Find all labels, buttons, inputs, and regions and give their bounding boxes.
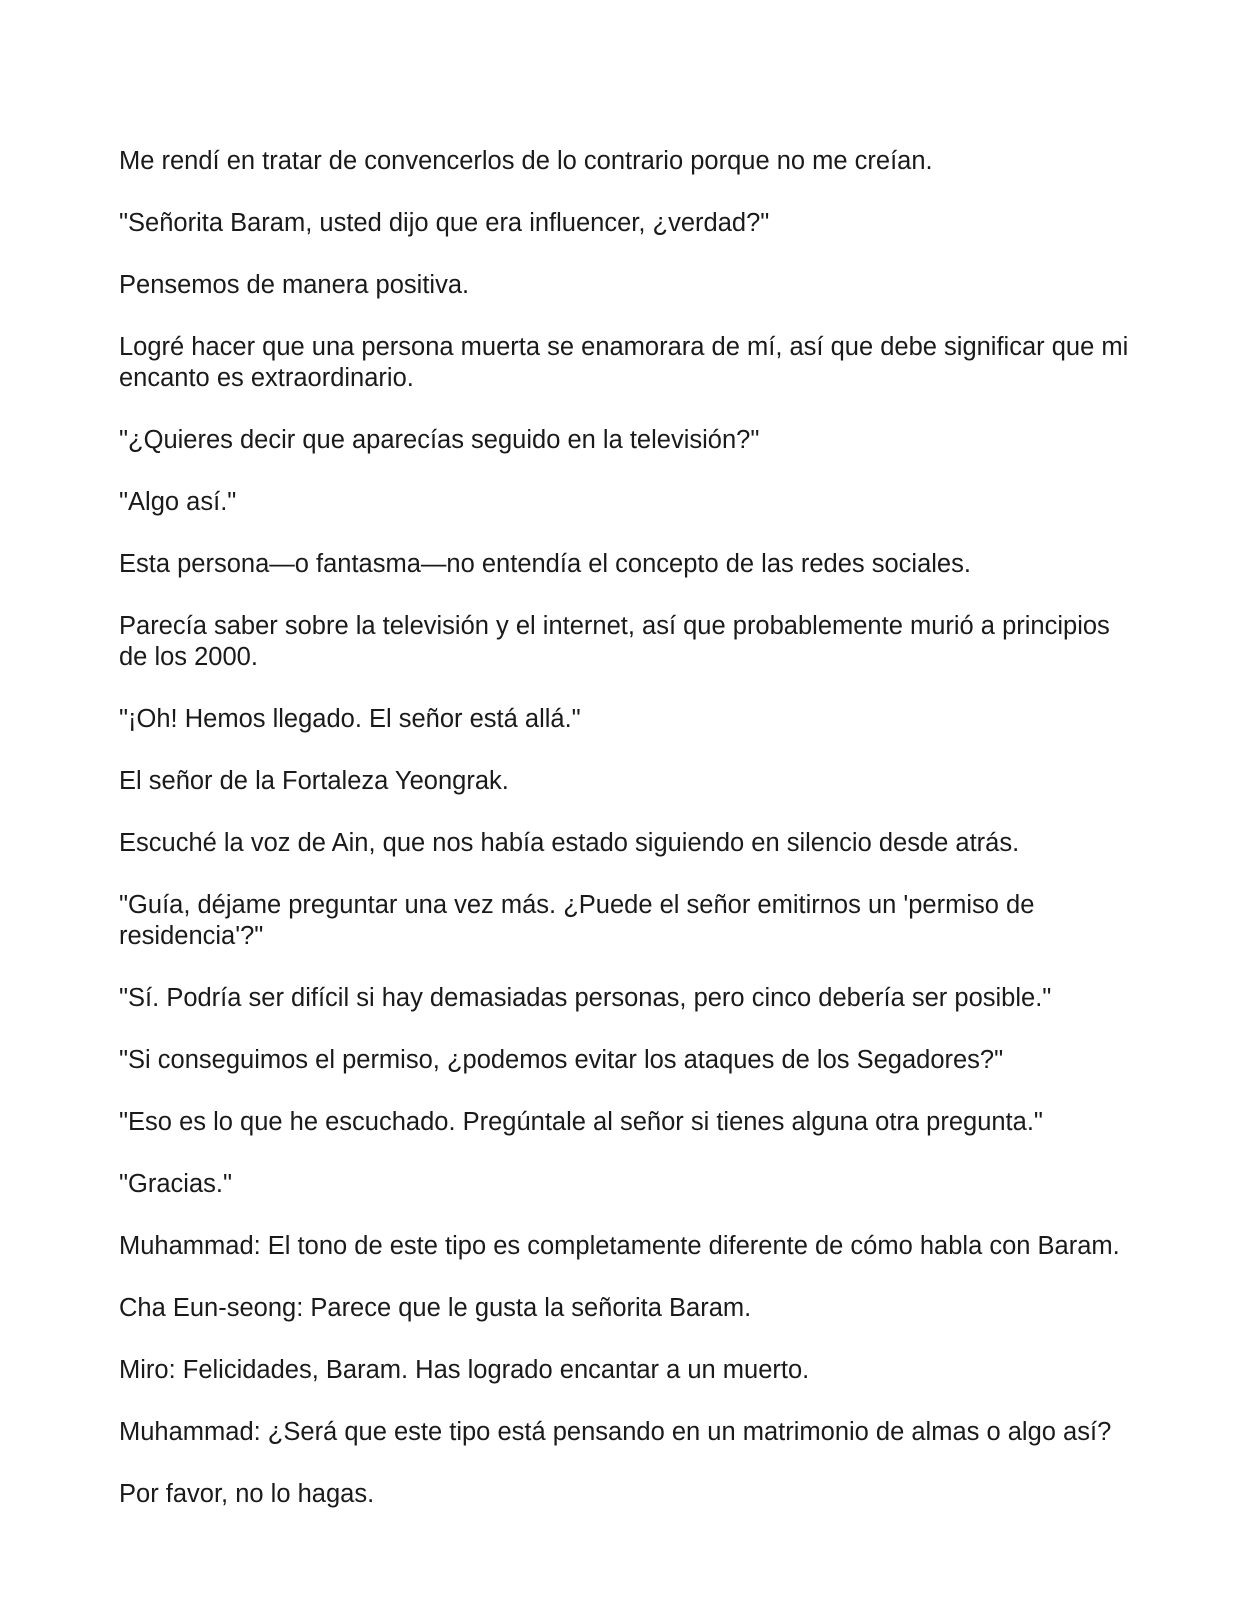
paragraph: Por favor, no lo hagas. [119,1480,375,1508]
paragraph: Miro: Felicidades, Baram. Has logrado encantar a un muerto. [119,1356,810,1384]
paragraph: Parecía saber sobre la televisión y el internet, así que probablemente murió a principios de los 2000. [119,612,1110,671]
paragraph: Cha Eun-seong: Parece que le gusta la señorita Baram. [119,1294,752,1322]
paragraph: "Gracias." [119,1170,233,1198]
paragraph: "¿Quieres decir que aparecías seguido en la televisión?" [119,426,760,454]
paragraph: Esta persona—o fantasma—no entendía el concepto de las redes sociales. [119,550,971,578]
paragraph: "Sí. Podría ser difícil si hay demasiadas personas, pero cinco debería ser posible." [119,984,1052,1012]
paragraph: "Si conseguimos el permiso, ¿podemos evitar los ataques de los Segadores?" [119,1046,1004,1074]
paragraph: "Eso es lo que he escuchado. Pregúntale al señor si tienes alguna otra pregunta." [119,1108,1043,1136]
paragraph: "Guía, déjame preguntar una vez más. ¿Puede el señor emitirnos un 'permiso de residencia'?" [119,891,1035,950]
paragraph: "Señorita Baram, usted dijo que era influencer, ¿verdad?" [119,209,770,237]
paragraph: Escuché la voz de Ain, que nos había estado siguiendo en silencio desde atrás. [119,829,1020,857]
document-body [119,146,1129,1541]
paragraph: El señor de la Fortaleza Yeongrak. [119,767,509,795]
paragraph: Me rendí en tratar de convencerlos de lo contrario porque no me creían. [119,147,933,175]
paragraph: Logré hacer que una persona muerta se enamorara de mí, así que debe significar que mi encanto es extraordinario. [119,333,1129,392]
paragraph: "¡Oh! Hemos llegado. El señor está allá." [119,705,581,733]
paragraph: Pensemos de manera positiva. [119,271,470,299]
paragraph: Muhammad: El tono de este tipo es completamente diferente de cómo habla con Baram. [119,1232,1120,1260]
paragraph: "Algo así." [119,488,237,516]
paragraph: Muhammad: ¿Será que este tipo está pensando en un matrimonio de almas o algo así? [119,1418,1112,1446]
